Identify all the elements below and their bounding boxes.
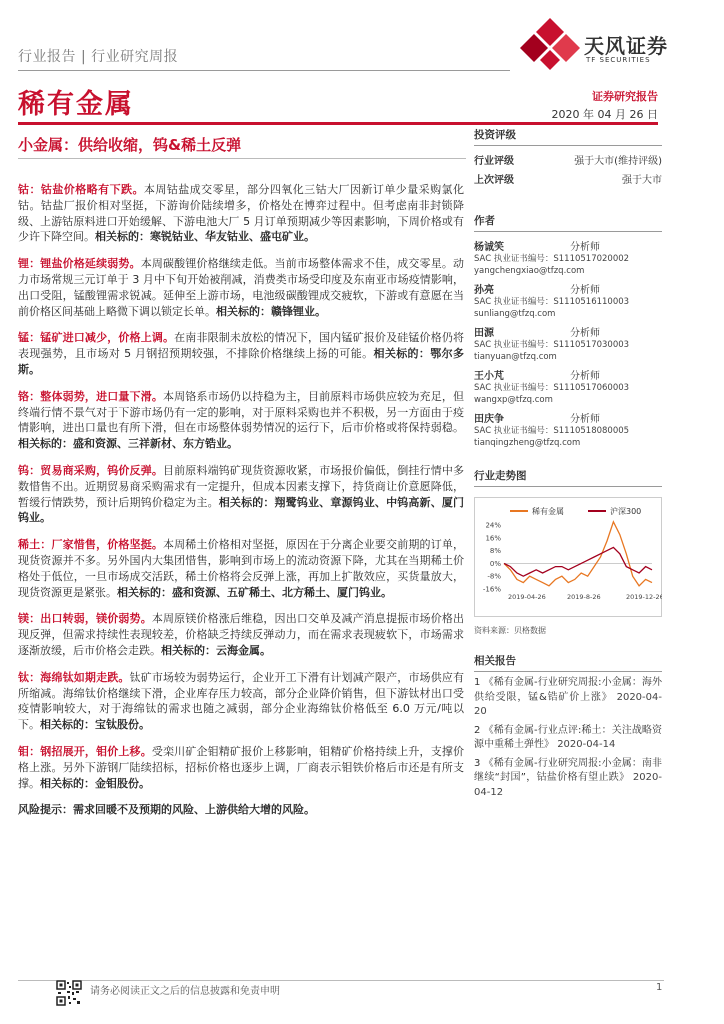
report-type: 证券研究报告 xyxy=(592,90,658,103)
x-tick-label: 2019-12-26 xyxy=(626,593,662,601)
paragraph-chromium xyxy=(18,389,464,452)
series-line-sector xyxy=(504,522,652,586)
related-index: 1 xyxy=(474,677,481,688)
sector-title: 稀有金属 xyxy=(18,89,134,120)
y-tick-label: -8% xyxy=(487,572,501,581)
paragraph-rare-earth xyxy=(18,537,464,600)
related-report-item[interactable] xyxy=(474,757,662,801)
page-number: 1 xyxy=(656,982,663,993)
paragraph-head: 钼：钢招展开，钼价上移。 xyxy=(18,744,152,758)
author-item xyxy=(474,410,662,449)
author-name: 杨诚笑 xyxy=(474,242,504,253)
brand-logo-icon xyxy=(520,14,580,72)
paragraph-magnesium xyxy=(18,611,464,658)
related-index: 3 xyxy=(474,757,481,769)
trend-chart-svg xyxy=(474,497,662,617)
paragraph-related: 相关标的：盛和资源、三祥新材、东方锆业。 xyxy=(18,437,238,451)
paragraph-body: 钛矿市场较为弱势运行，企业开工下滑有计划减产限产，市场供应有所缩减。海绵钛价格继续下滑，企业库存压力较高，部分企业降价销售，但下游钛材出口受疫情影响较大，对于海绵钛的需求也随之减弱，部分企业海绵钛价格低至 6.0 万元/吨以下。 xyxy=(18,670,465,732)
trend-title: 行业走势图 xyxy=(474,465,662,487)
related-date: 2020-04-20 xyxy=(474,691,662,717)
author-role: 分析师 xyxy=(570,328,600,339)
author-item xyxy=(474,281,662,320)
paragraph-tungsten xyxy=(18,463,464,526)
industry-rating-value: 强于大市(维持评级) xyxy=(574,156,662,167)
x-tick-label: 2019-8-26 xyxy=(567,593,601,601)
main-body xyxy=(18,182,464,829)
paragraph-cobalt xyxy=(18,182,464,245)
related-title-text: 《稀有金属-行业研究周报:小金属：南非继续“封国”，钴盐价格有望止跌》 xyxy=(474,757,662,783)
footer-disclaimer: 请务必阅读正文之后的信息披露和免责申明 xyxy=(90,986,280,997)
rating-section xyxy=(474,124,662,188)
paragraph-head: 钛：海绵钛如期走跌。 xyxy=(18,670,130,684)
author-name: 田庆争 xyxy=(474,414,504,425)
report-subtitle: 小金属：供给收缩，钨&稀土反弹 xyxy=(18,136,242,154)
report-date: 2020 年 04 月 26 日 xyxy=(551,108,658,121)
paragraph-related: 相关标的：盛和资源、五矿稀土、北方稀土、厦门钨业。 xyxy=(117,585,392,599)
industry-rating xyxy=(474,150,662,169)
author-item xyxy=(474,238,662,277)
industry-rating-label: 行业评级 xyxy=(474,156,514,167)
paragraph-head: 稀土：厂家惜售，价格坚挺。 xyxy=(18,538,163,552)
risk-warning xyxy=(18,802,464,818)
author-sac: SAC 执业证书编号：S1110517030003 xyxy=(474,340,630,350)
legend-label-index: 沪深300 xyxy=(610,507,642,516)
paragraph-body: 本周稀土价格相对坚挺，原因在于分离企业要交前期的订单，现货资源并不多。另外国内大集团惜售，影响到市场上的流动资源下降，尤其在当期稀土价格处于低位，一旦市场成交活跃，稀土价格将会反弹上涨，再加上扩散效应，买货量放大，现货资源更是紧张。 xyxy=(18,538,464,599)
paragraph-related: 相关标的：鄂尔多斯。 xyxy=(18,347,464,376)
paragraph-lithium xyxy=(18,256,464,319)
previous-rating-value: 强于大市 xyxy=(622,175,662,186)
report-category: 行业报告 | 行业研究周报 xyxy=(18,49,179,65)
footer-rule xyxy=(18,980,664,981)
paragraph-manganese xyxy=(18,330,464,377)
previous-rating xyxy=(474,169,662,188)
x-tick-label: 2019-04-26 xyxy=(508,593,546,601)
related-title-text: 《稀有金属-行业研究周报:小金属：海外供给受限，锰&锆矿价上涨》 xyxy=(474,677,662,703)
author-name: 田源 xyxy=(474,328,494,339)
author-email[interactable]: tianyuan@tfzq.com xyxy=(474,352,557,362)
paragraph-body: 本周铬系市场仍以持稳为主，目前原料市场供应较为充足，但终端行情不景气对于下游市场仍有一定的影响，对于原料采购也并不积极，另一方面由于疫情影响，进出口量也有所下滑，但在市场整体弱势情况的运行下，后市价格或将保持弱稳。 xyxy=(18,389,464,435)
authors-title: 作者 xyxy=(474,210,662,232)
author-name: 王小芃 xyxy=(474,371,504,382)
paragraph-related: 相关标的：金钼股份。 xyxy=(40,776,150,790)
paragraph-related: 相关标的：宝钛股份。 xyxy=(40,718,150,732)
paragraph-body: 受栾川矿企钼精矿报价上移影响，钼精矿价格持续上升，支撑价格上涨。另外下游钢厂陆续招标，招标价格也逐步上调，厂商表示钼铁价格后市还是有所支撑。 xyxy=(18,744,465,790)
y-tick-label: -16% xyxy=(482,585,501,594)
related-title: 相关报告 xyxy=(474,650,662,672)
brand-en: TF SECURITIES xyxy=(586,56,651,64)
author-sac: SAC 执业证书编号：S1110517060003 xyxy=(474,383,630,393)
paragraph-related: 相关标的：寒锐钴业、华友钴业、盛屯矿业。 xyxy=(95,230,315,244)
trend-section xyxy=(474,465,662,636)
paragraph-related: 相关标的：云海金属。 xyxy=(161,643,271,657)
paragraph-body: 本周碳酸锂价格继续走低。当前市场整体需求不佳，成交零星。动力市场常规三元订单于 3 月中下旬开始被削减，消费类市场受印度及东南亚市场疫情影响，出口受阻，锰酸锂需求锐减。延伸至上游市场，电池级碳酸锂成交疲软，下游或有意愿在当前价格区间基础上略微下调以锁定长单。 xyxy=(18,257,465,318)
author-sac: SAC 执业证书编号：S1110516110003 xyxy=(474,297,630,307)
author-sac: SAC 执业证书编号：S1110518080005 xyxy=(474,426,630,436)
series-line-index xyxy=(504,547,652,576)
paragraph-related: 相关标的：翔鹭钨业、章源钨业、中钨高新、厦门钨业。 xyxy=(18,495,465,525)
author-role: 分析师 xyxy=(570,371,600,382)
legend-label-sector: 稀有金属 xyxy=(532,507,564,516)
sidebar xyxy=(474,124,662,800)
paragraph-head: 镁：出口转弱，镁价弱势。 xyxy=(18,612,152,626)
related-date: 2020-04-12 xyxy=(474,772,662,798)
related-index: 2 xyxy=(474,724,481,736)
related-section xyxy=(474,650,662,800)
paragraph-titanium xyxy=(18,670,464,733)
author-name: 孙亮 xyxy=(474,285,494,296)
related-title-text: 《稀有金属-行业点评:稀土：关注战略资源中重稀土弹性》 xyxy=(474,724,662,750)
author-item xyxy=(474,324,662,363)
brand-logo xyxy=(520,14,710,74)
y-tick-label: 24% xyxy=(485,521,501,530)
paragraph-molybdenum xyxy=(18,744,464,791)
author-role: 分析师 xyxy=(570,242,600,253)
paragraph-head: 钴：钴盐价格略有下跌。 xyxy=(18,183,144,196)
y-tick-label: 8% xyxy=(489,547,501,556)
related-report-item[interactable] xyxy=(474,676,662,720)
paragraph-head: 铬：整体弱势，进口量下滑。 xyxy=(18,389,163,403)
related-report-item[interactable] xyxy=(474,724,662,753)
paragraph-head: 锰：锰矿进口减少，价格上调。 xyxy=(18,331,175,345)
chart-source: 资料来源：贝格数据 xyxy=(474,626,546,635)
paragraph-body: 目前原料端钨矿现货资源收紧，市场报价偏低，倒挂行情中多数惜售不出。近期贸易商采购需求有一定提升，但成本因素支撑下，持货商让价意愿降低，暂缓行情跌势，预计后期钨价稳定为主。 xyxy=(18,463,464,509)
paragraph-body: 在南非限制未放松的情况下，国内锰矿报价及硅锰价格仍将表现强势，且市场对 5 月钢招预期较强，不排除价格继续上扬的可能。 xyxy=(18,331,465,361)
author-email[interactable]: wangxp@tfzq.com xyxy=(474,395,553,405)
author-email[interactable]: yangchengxiao@tfzq.com xyxy=(474,266,585,276)
author-role: 分析师 xyxy=(570,414,600,425)
trend-chart xyxy=(474,497,662,617)
paragraph-body: 本周原镁价格涨后维稳，因出口交单及减产消息提振市场价格出现反弹，但需求持续性表现较差，价格缺乏持续反弹动力，而在需求表现疲软下，市场需求逐渐放缓，后市价格会走跌。 xyxy=(18,612,465,657)
author-email[interactable]: sunliang@tfzq.com xyxy=(474,309,556,319)
related-date: 2020-04-14 xyxy=(557,739,616,750)
author-sac: SAC 执业证书编号：S1110517020002 xyxy=(474,254,630,264)
previous-rating-label: 上次评级 xyxy=(474,175,514,186)
author-role: 分析师 xyxy=(570,285,600,296)
brand-name: 天风证券 xyxy=(584,34,668,58)
paragraph-head: 锂：锂盐价格延续弱势。 xyxy=(18,257,141,271)
y-tick-label: 0% xyxy=(489,559,501,568)
paragraph-head: 钨：贸易商采购，钨价反弹。 xyxy=(18,463,163,477)
header-rule xyxy=(18,70,510,71)
author-email[interactable]: tianqingzheng@tfzq.com xyxy=(474,438,581,448)
rating-title: 投资评级 xyxy=(474,124,662,146)
risk-text: 风险提示：需求回暖不及预期的风险、上游供给大增的风险。 xyxy=(18,803,315,817)
author-item xyxy=(474,367,662,406)
qr-code-icon xyxy=(56,980,82,1006)
y-tick-label: 16% xyxy=(485,534,501,543)
paragraph-body: 本周钴盐成交零星，部分四氧化三钴大厂因新订单少量采购氯化钴。钴盐厂报价相对坚挺，下游询价陆续增多，价格处在博弈过程中。但考虑南非封锁降级、上游钴原料进口开始缓解、下游电池大厂 5 月订单预期减少等因素影响，下周价格或有少许下降空间。 xyxy=(18,183,464,244)
authors-section xyxy=(474,210,662,449)
paragraph-related: 相关标的：赣锋锂业。 xyxy=(216,304,326,318)
subtitle-rule xyxy=(18,158,466,159)
